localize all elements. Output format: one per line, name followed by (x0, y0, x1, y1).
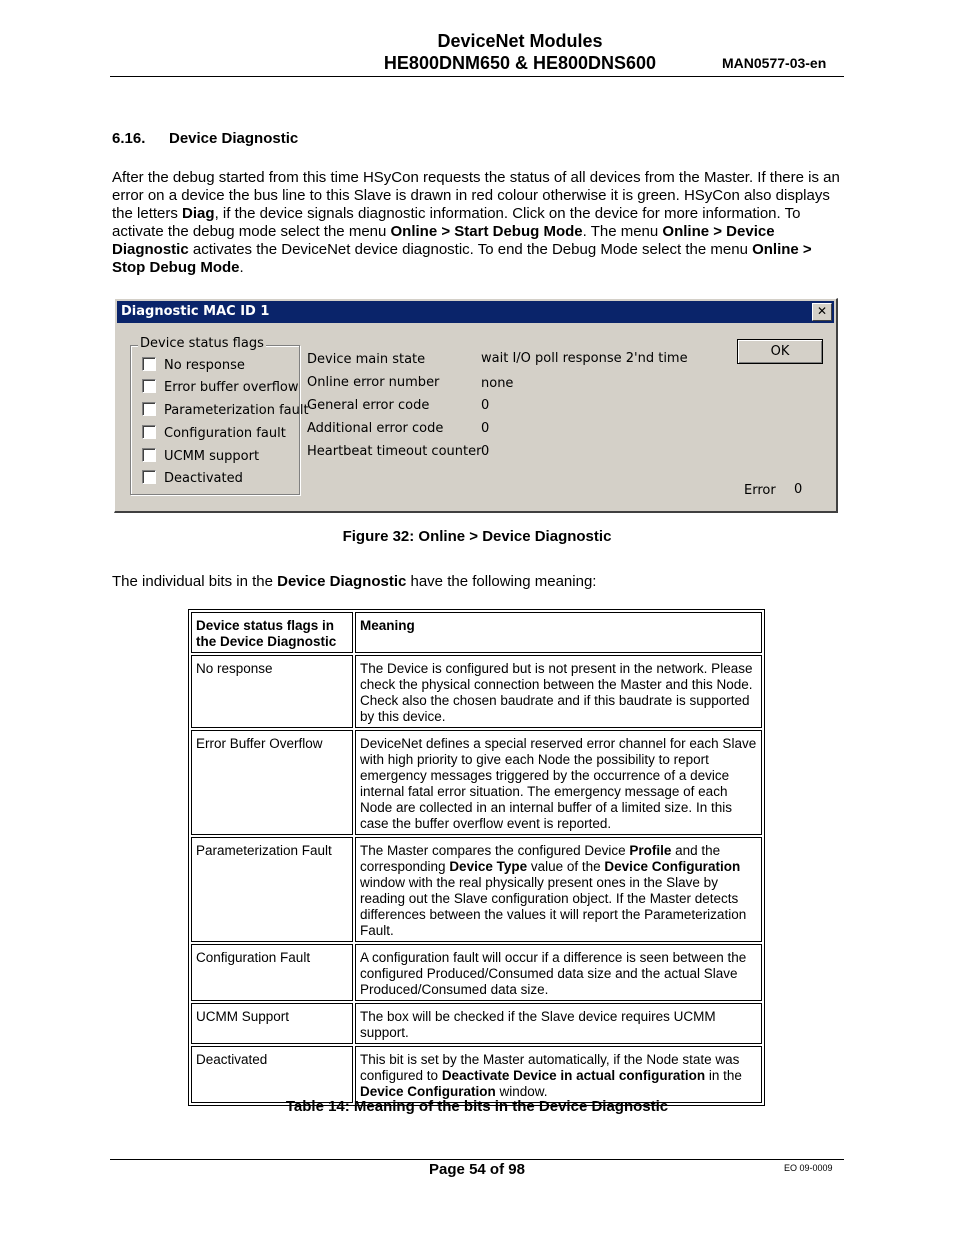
checkbox-no-response[interactable]: No response (142, 357, 245, 373)
page-number: Page 54 of 98 (429, 1161, 525, 1178)
meaning-cell: A configuration fault will occur if a difference is seen between the configured Produced/Consumed data size and the actual Slave Produced/Consumed data size. (355, 944, 762, 1001)
meaning-cell: This bit is set by the Master automatically, if the Node state was configured to Deactivate Device in actual configuration in the Device Configuration window. (355, 1046, 762, 1103)
close-icon[interactable]: ✕ (812, 303, 832, 321)
meaning-cell: The Device is configured but is not present in the network. Please check the physical connection between the Master and this Node. Check also the chosen baudrate and if this baudrate is supported by this device. (355, 655, 762, 728)
document-number: MAN0577-03-en (722, 55, 827, 71)
checkbox-icon (142, 425, 156, 439)
field-value-additional-error-code: 0 (481, 421, 490, 436)
meaning-cell: The box will be checked if the Slave device requires UCMM support. (355, 1003, 762, 1044)
ok-button[interactable]: OK (737, 339, 823, 364)
flag-cell: UCMM Support (191, 1003, 353, 1044)
checkbox-icon (142, 448, 156, 462)
meaning-cell: The Master compares the configured Device Profile and the corresponding Device Type value of the Device Configuration window with the real physically present ones in the Slave by reading out the Slave configuration object. If the Master detects differences between the values it will report the Parameterization Fault. (355, 837, 762, 942)
table-header-row (191, 612, 762, 653)
flag-cell: Parameterization Fault (191, 837, 353, 942)
table-caption: Table 14: Meaning of the bits in the Device Diagnostic (285, 1098, 669, 1115)
checkbox-deactivated[interactable]: Deactivated (142, 470, 243, 486)
checkbox-error-buffer-overflow[interactable]: Error buffer overflow (142, 379, 299, 395)
table-row (191, 730, 762, 835)
flag-cell: Configuration Fault (191, 944, 353, 1001)
flag-cell: No response (191, 655, 353, 728)
section-title: Device Diagnostic (169, 130, 299, 147)
checkbox-icon (142, 357, 156, 371)
document-title (370, 30, 670, 74)
flag-cell: Error Buffer Overflow (191, 730, 353, 835)
field-value-device-main-state: wait I/O poll response 2'nd time (481, 351, 688, 366)
footer-rule (110, 1159, 844, 1160)
intro-paragraph: After the debug started from this time HSyCon requests the status of all devices from the Master. If there is an error on a device the bus line to this Slave is drawn in red colour otherwise it is green. HSyCon also displays the letters Diag, if the device signals diagnostic information. Click on the device for more information. To activate the debug mode select the menu Online > Start Debug Mode. The menu Online > Device Diagnostic activates the DeviceNet device diagnostic. To end the Debug Mode select the menu Online > Stop Debug Mode. (112, 169, 840, 276)
title-line-2: HE800DNM650 & HE800DNS600 (383, 53, 657, 73)
dialog-title-bar (117, 301, 834, 323)
field-label-additional-error-code: Additional error code (307, 421, 444, 436)
meaning-cell: DeviceNet defines a special reserved error channel for each Slave with high priority to give each Node the possibility to report emergency messages triggered by the occurrence of a device internal fatal error situation. The emergency message of each Node are collected in an internal buffer of a limited size. In this case the buffer overflow event is reported. (355, 730, 762, 835)
header-cell-meaning: Meaning (355, 612, 762, 653)
device-diagnostic-table (188, 609, 765, 1106)
dialog-title: Diagnostic MAC ID 1 (121, 304, 270, 319)
field-label-online-error-number: Online error number (307, 375, 440, 390)
checkbox-configuration-fault[interactable]: Configuration fault (142, 425, 286, 441)
header-rule (110, 76, 844, 77)
field-value-general-error-code: 0 (481, 398, 490, 413)
field-label-device-main-state: Device main state (307, 352, 426, 367)
diagnostic-dialog (114, 298, 838, 513)
checkbox-ucmm-support[interactable]: UCMM support (142, 448, 259, 464)
checkbox-parameterization-fault[interactable]: Parameterization fault (142, 402, 309, 418)
section-heading (112, 130, 298, 147)
checkbox-icon (142, 470, 156, 484)
field-value-heartbeat-timeout-counter: 0 (481, 444, 490, 459)
error-value: 0 (794, 482, 803, 497)
figure-caption: Figure 32: Online > Device Diagnostic (342, 528, 612, 545)
section-number: 6.16. (112, 130, 146, 147)
header-cell-flags: Device status flags in the Device Diagnostic (191, 612, 353, 653)
checkbox-icon (142, 402, 156, 416)
checkbox-icon (142, 379, 156, 393)
table-row (191, 1046, 762, 1103)
field-value-online-error-number: none (481, 376, 514, 391)
table-row (191, 837, 762, 942)
title-line-1: DeviceNet Modules (437, 31, 603, 51)
group-label: Device status flags (140, 336, 264, 351)
flag-cell: Deactivated (191, 1046, 353, 1103)
field-label-heartbeat-timeout-counter: Heartbeat timeout counter (307, 444, 482, 459)
table-row (191, 655, 762, 728)
table-row (191, 1003, 762, 1044)
table-row (191, 944, 762, 1001)
error-label: Error (744, 483, 776, 498)
field-label-general-error-code: General error code (307, 398, 430, 413)
eo-number: EO 09-0009 (784, 1163, 833, 1173)
bits-intro: The individual bits in the Device Diagnostic have the following meaning: (112, 573, 597, 590)
